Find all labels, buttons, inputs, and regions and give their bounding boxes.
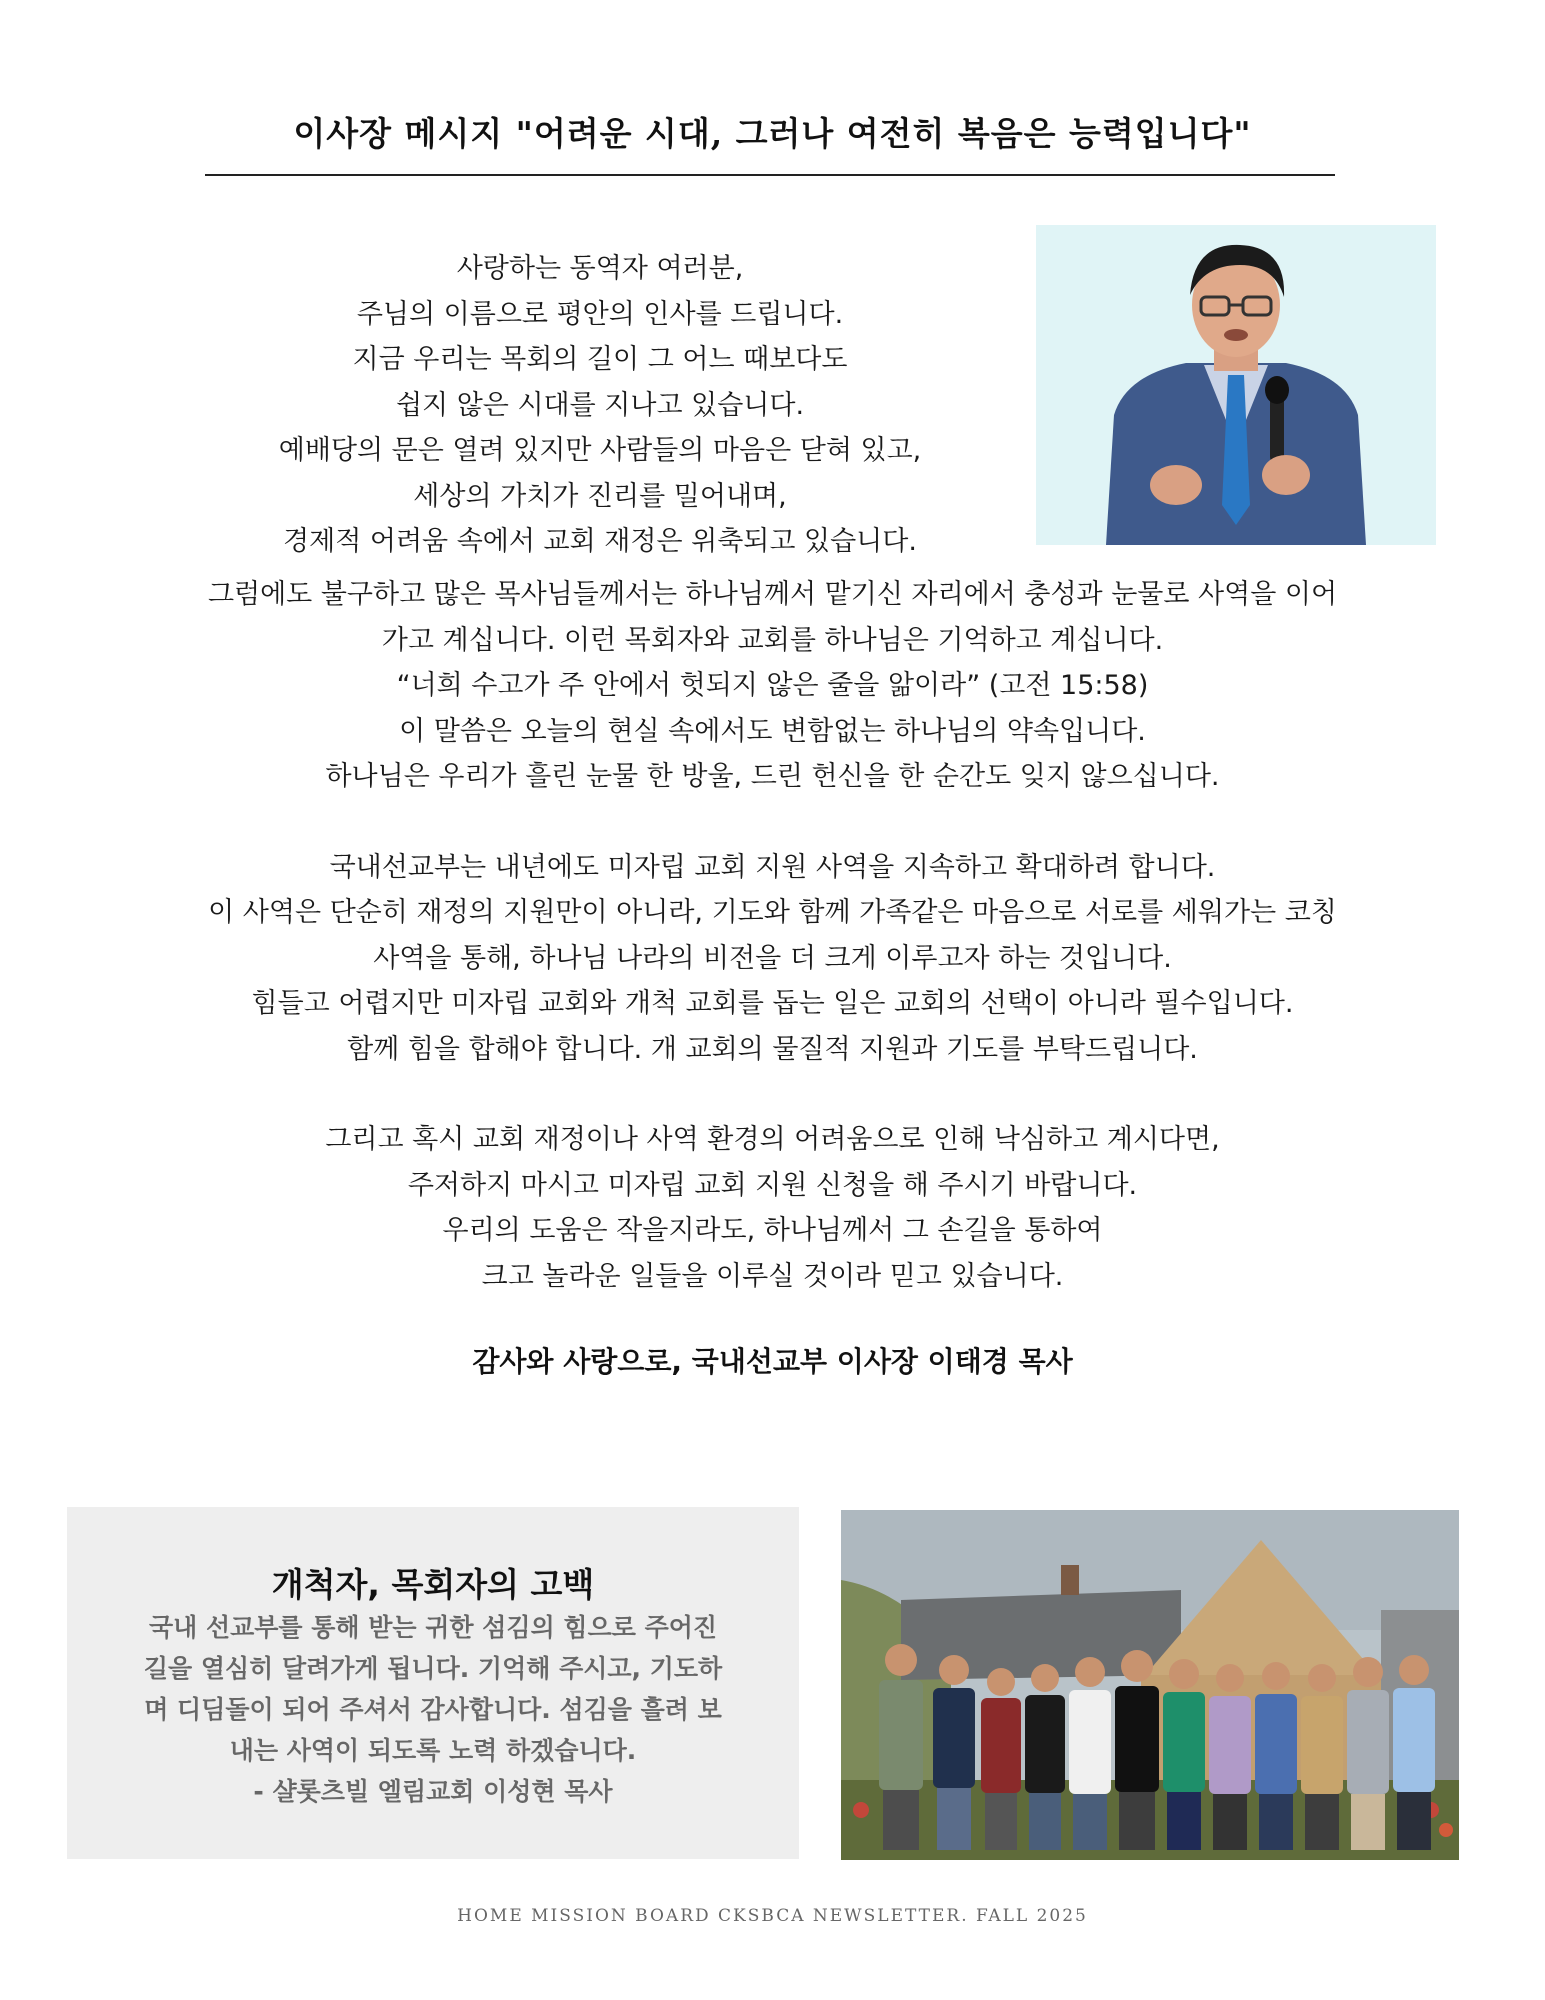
testimony-line: 국내 선교부를 통해 받는 귀한 섬김의 힘으로 주어진	[148, 1613, 718, 1642]
intro-line: 쉽지 않은 시대를 지나고 있습니다.	[395, 389, 805, 421]
intro-line: 주님의 이름으로 평안의 인사를 드립니다.	[356, 298, 844, 330]
body-line: 힘들고 어렵지만 미자립 교회와 개척 교회를 돕는 일은 교회의 선택이 아니라 필수입니다.	[251, 988, 1294, 1019]
intro-text	[140, 246, 1060, 565]
page-title: 이사장 메시지 "어려운 시대, 그러나 여전히 복음은 능력입니다"	[293, 114, 1252, 153]
testimony-box	[67, 1507, 799, 1859]
speaker-photo	[1036, 225, 1436, 545]
testimony-title: 개척자, 목회자의 고백	[271, 1565, 595, 1604]
intro-line: 사랑하는 동역자 여러분,	[456, 253, 744, 284]
group-photo	[841, 1510, 1459, 1860]
body-line: 우리의 도움은 작을지라도, 하나님께서 그 손길을 통하여	[442, 1215, 1103, 1246]
body-line: “너희 수고가 주 안에서 헛되지 않은 줄을 앎이라” (고전 15:58)	[396, 670, 1149, 701]
newsletter-footer: HOME MISSION BOARD CKSBCA NEWSLETTER. FALL 2025	[457, 1906, 1088, 1926]
title-divider	[205, 174, 1335, 176]
body-line: 크고 놀라운 일들을 이루실 것이라 믿고 있습니다.	[481, 1260, 1064, 1292]
message-body	[90, 572, 1455, 1299]
intro-line: 경제적 어려움 속에서 교회 재정은 위축되고 있습니다.	[283, 526, 917, 557]
intro-line: 세상의 가치가 진리를 밀어내며,	[413, 480, 787, 512]
body-line: 함께 힘을 합해야 합니다. 개 교회의 물질적 지원과 기도를 부탁드립니다.	[347, 1033, 1198, 1065]
body-line: 가고 계십니다. 이런 목회자와 교회를 하나님은 기억하고 계십니다.	[381, 624, 1164, 656]
intro-line: 예배당의 문은 열려 있지만 사람들의 마음은 닫혀 있고,	[278, 435, 922, 466]
testimony-line: 길을 열심히 달려가게 됩니다. 기억해 주시고, 기도하	[143, 1654, 723, 1683]
paragraph-gap	[90, 800, 1455, 845]
body-line: 하나님은 우리가 흘린 눈물 한 방울, 드린 헌신을 한 순간도 잊지 않으십니다.	[325, 761, 1220, 792]
body-line: 주저하지 마시고 미자립 교회 지원 신청을 해 주시기 바랍니다.	[407, 1169, 1138, 1201]
intro-line: 지금 우리는 목회의 길이 그 어느 때보다도	[352, 344, 848, 375]
body-line: 이 말씀은 오늘의 현실 속에서도 변함없는 하나님의 약속입니다.	[399, 715, 1146, 747]
paragraph-gap	[90, 1072, 1455, 1117]
testimony-line: 내는 사역이 되도록 노력 하겠습니다.	[229, 1736, 637, 1765]
testimony-text	[95, 1607, 771, 1812]
body-line: 사역을 통해, 하나님 나라의 비전을 더 크게 이루고자 하는 것입니다.	[373, 942, 1172, 974]
testimony-line: - 샬롯츠빌 엘림교회 이성현 목사	[253, 1777, 613, 1806]
signature: 감사와 사랑으로, 국내선교부 이사장 이태경 목사	[472, 1345, 1073, 1378]
testimony-line: 며 디딤돌이 되어 주셔서 감사합니다. 섬김을 흘려 보	[144, 1695, 722, 1724]
body-line: 그리고 혹시 교회 재정이나 사역 환경의 어려움으로 인해 낙심하고 계시다면,	[325, 1124, 1220, 1155]
body-line: 국내선교부는 내년에도 미자립 교회 지원 사역을 지속하고 확대하려 합니다.	[329, 851, 1216, 883]
body-line: 그럼에도 불구하고 많은 목사님들께서는 하나님께서 맡기신 자리에서 충성과 눈물로 사역을 이어	[207, 579, 1338, 610]
body-line: 이 사역은 단순히 재정의 지원만이 아니라, 기도와 함께 가족같은 마음으로 서로를 세워가는 코칭	[208, 897, 1337, 928]
